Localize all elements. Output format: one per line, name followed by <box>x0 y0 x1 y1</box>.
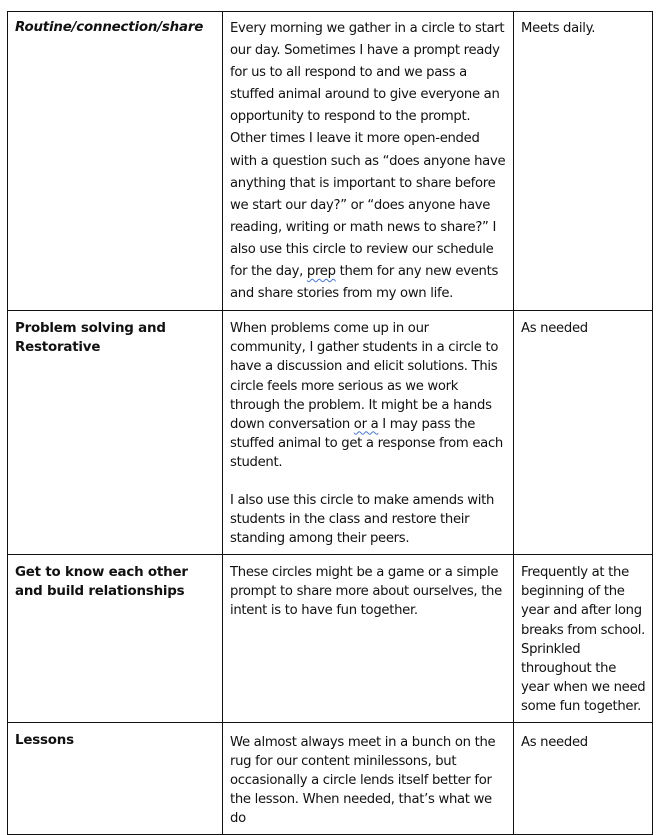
table-row <box>8 12 653 311</box>
description-text <box>230 18 507 305</box>
description-text: These circles might be a game or a simple prompt to share more about ourselves, the intent is to have fun together. <box>230 565 502 619</box>
description-text-part: them for any new events and share stories from my own life. <box>230 264 499 302</box>
circle-type-label: Routine/connection/share <box>15 20 204 35</box>
description-cell[interactable] <box>223 555 514 723</box>
frequency-text: Frequently at the beginning of the year and after long breaks from school. Sprinkled throughout the year when we need some fun together. <box>521 565 646 714</box>
table-row <box>8 311 653 555</box>
description-cell[interactable] <box>223 311 514 555</box>
circle-type-cell[interactable] <box>8 311 223 555</box>
frequency-cell[interactable] <box>514 723 653 835</box>
circle-type-cell[interactable] <box>8 12 223 311</box>
description-text-part: Every morning we gather in a circle to start our day. Sometimes I have a prompt ready for us to all respond to and we pass a stuffed animal around to give everyone an opportunity to respond to the prompt. Other times I leave it more open-ended with a question such as “does anyone have anything that is important to share before we start our day?” or “does anyone have reading, writing or math news to share?” I also use this circle to review our schedule for the day, <box>230 21 506 280</box>
description-paragraph: I also use this circle to make amends with students in the class and restore their standing among their peers. <box>230 492 495 547</box>
circle-type-label: Lessons <box>15 733 74 748</box>
description-text <box>230 319 507 548</box>
frequency-cell[interactable] <box>514 555 653 723</box>
circle-type-cell[interactable] <box>8 723 223 835</box>
frequency-cell[interactable] <box>514 12 653 311</box>
table-row <box>8 723 653 835</box>
table-row <box>8 555 653 723</box>
circle-types-table <box>7 11 653 835</box>
frequency-cell[interactable] <box>514 311 653 555</box>
circle-type-label: Get to know each other and build relationships <box>15 565 188 600</box>
frequency-text: Meets daily. <box>521 21 596 36</box>
frequency-text: As needed <box>521 735 588 750</box>
description-cell[interactable] <box>223 12 514 311</box>
spellcheck-flagged-word[interactable]: prep <box>306 264 336 280</box>
description-text: We almost always meet in a bunch on the rug for our content minilessons, but occasionally a circle lends itself better for the lesson. When needed, that’s what we do <box>230 735 496 827</box>
spellcheck-flagged-word[interactable]: or a <box>353 416 379 432</box>
paragraph-spacer <box>230 472 507 491</box>
description-text-part: I may pass the stuffed animal to get a response from each student. <box>230 416 503 470</box>
circle-type-cell[interactable] <box>8 555 223 723</box>
description-paragraph <box>230 319 507 472</box>
frequency-text: As needed <box>521 321 588 337</box>
circle-type-label: Problem solving and Restorative <box>15 321 166 356</box>
description-cell[interactable] <box>223 723 514 835</box>
description-text-part: When problems come up in our community, I gather students in a circle to have a discussion and elicit solutions. This circle feels more serious as we work through the problem. It might be a hands down conversation <box>230 321 499 432</box>
